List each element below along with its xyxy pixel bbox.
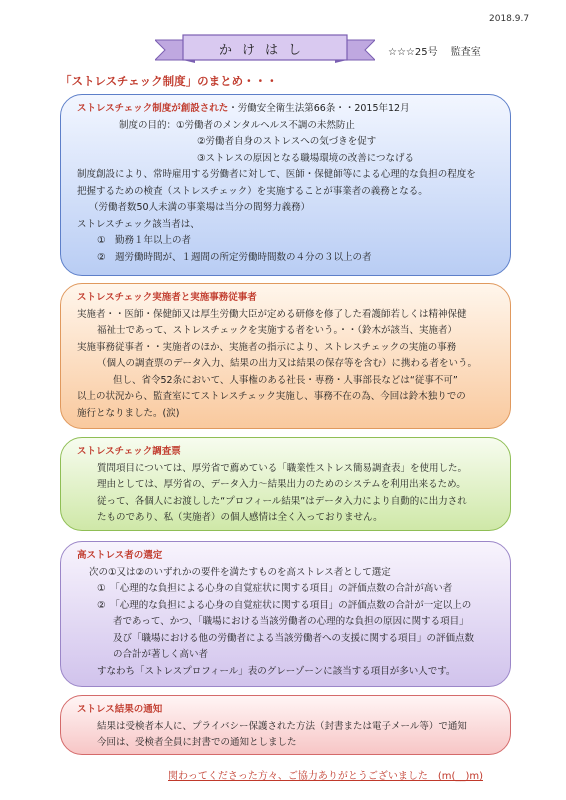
title-ribbon: [155, 34, 375, 64]
page-subtitle: 「ストレスチェック制度」のまとめ・・・: [60, 74, 278, 88]
text-line: 以上の状況から、監査室にてストレスチェック実施し、事務不在の為、今回は鈴木独りでの: [77, 391, 466, 402]
text-line: （労働者数50人未満の事業場は当分の間努力義務）: [89, 202, 311, 213]
text-line: （個人の調査票のデータ入力、結果の出力又は結果の保存等を含む）に携わる者をいう。: [97, 358, 478, 369]
text-line: 制度創設により、常時雇用する労働者に対して、医師・保健師等による心理的な負担の程度を: [77, 169, 476, 180]
text-line: ① 「心理的な負担による心身の自覚症状に関する項目」の評価点数の合計が高い者: [97, 583, 453, 594]
text-line: 実施者・・医師・保健師又は厚生労働大臣が定める研修を修了した看護師若しくは精神保健: [77, 308, 467, 320]
text-line: ②労働者自身のストレスへの気づきを促す: [197, 136, 377, 147]
section-system-creation: [60, 94, 511, 276]
text-line: 及び「職場における他の労働者による当該労働者への支援に関する項目」の評価点数: [113, 632, 475, 644]
text-line: 施行となりました。(涙): [77, 407, 180, 419]
text-line: 今回は、受検者全員に封書での通知としました: [97, 737, 297, 748]
section-heading-rest: ・労働安全衛生法第66条・・2015年12月: [228, 103, 410, 114]
text-line: 但し、省令52条において、人事権のある社長・専務・人事部長などは“従事不可”: [113, 374, 458, 386]
text-line: ③ストレスの原因となる職場環境の改善につなげる: [197, 152, 415, 164]
section-heading: ストレスチェック制度が創設された: [77, 103, 229, 114]
section-heading: ストレス結果の通知: [77, 704, 163, 715]
text-line: 者であって、かつ、「職場における当該労働者の心理的な負担の原因に関する項目」: [113, 616, 469, 627]
section-implementers: [60, 283, 511, 429]
text-line: 福祉士であって、ストレスチェックを実施する者をいう。・・（鈴木が該当、実施者）: [97, 325, 457, 336]
section-questionnaire: [60, 437, 511, 531]
section-heading: ストレスチェック調査票: [77, 446, 181, 457]
text-line: たものであり、私（実施者）の個人感情は全く入っておりません。: [97, 512, 383, 523]
text-line: 把握するための検査（ストレスチェック）を実施することが事業者の義務となる。: [77, 185, 428, 197]
newsletter-title: かけはし: [218, 43, 311, 58]
text-line: すなわち「ストレスプロフィール」表のグレーゾーンに該当する項目が多い人です。: [97, 665, 456, 677]
text-line: 結果は受検者本人に、プライバシー保護された方法（封書または電子メール等）で通知: [97, 720, 467, 732]
section-heading: ストレスチェック実施者と実施事務従事者: [77, 292, 257, 303]
issue-and-department: ☆☆☆25号 監査室: [388, 47, 481, 58]
closing-message: 関わってくださった方々、ご協力ありがとうございました (m(__)m): [168, 771, 483, 782]
date: 2018.9.7: [489, 14, 530, 24]
text-line: ストレスチェック該当者は、: [77, 218, 200, 230]
text-line: ② 「心理的な負担による心身の自覚症状に関する項目」の評価点数の合計が一定以上の: [97, 599, 472, 611]
section-high-stress-selection: [60, 541, 511, 687]
text-line: ② 週労働時間が、１週間の所定労働時間数の４分の３以上の者: [97, 251, 372, 263]
section-result-notification: [60, 695, 511, 755]
text-line: の合計が著しく高い者: [113, 649, 209, 660]
text-line: ① 勤務１年以上の者: [97, 235, 192, 246]
section-heading: 高ストレス者の選定: [77, 550, 163, 561]
text-line: 実施事務従事者・・実施者のほか、実施者の指示により、ストレスチェックの実施の事務: [77, 341, 457, 353]
text-line: 制度の目的：①労働者のメンタルヘルス不調の未然防止: [119, 119, 355, 131]
text-line: 理由としては、厚労省の、データ入力～結果出力のためのシステムを利用出来るため。: [97, 479, 466, 490]
text-line: 従って、各個人にお渡しした“プロフィール結果”はデータ入力により自動的に出力され: [97, 495, 467, 507]
text-line: 次の①又は②のいずれかの要件を満たすものを高ストレス者として選定: [89, 566, 391, 578]
text-line: 質問項目については、厚労省で薦めている「職業性ストレス簡易調査表」を使用した。: [97, 462, 468, 474]
